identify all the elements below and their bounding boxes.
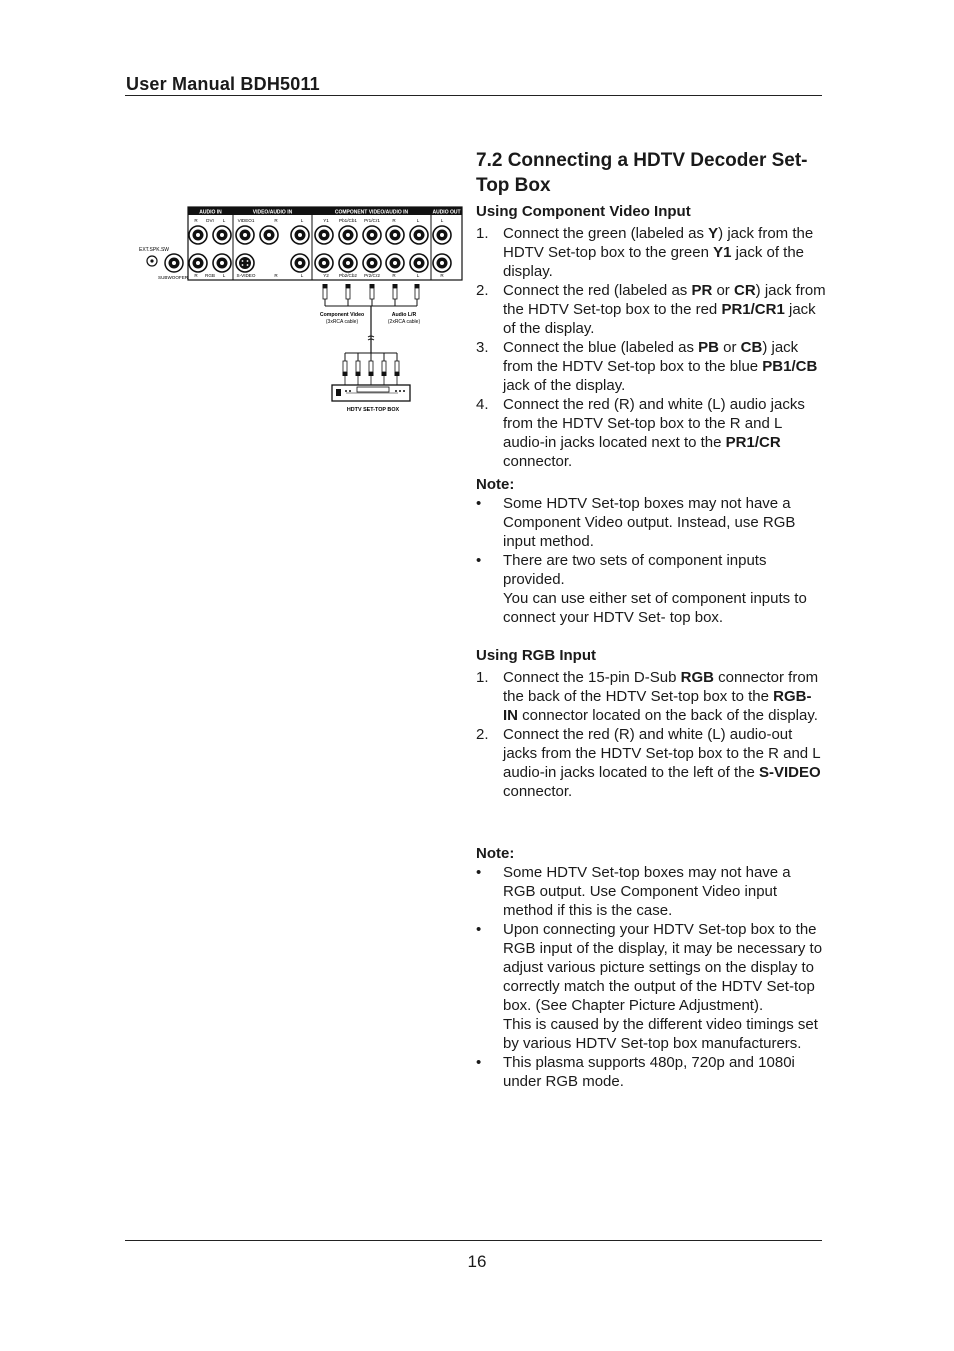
svideo-pin [242,260,244,262]
bold-term: CB [740,339,763,356]
step-text: jack of the display. [503,301,816,337]
bold-term: Y1 [713,244,732,261]
group-label-video-audio-in: VIDEO/AUDIO IN [252,209,293,216]
bottom-jack-label: R [194,273,198,278]
component-note-label: Note: [476,476,515,493]
step-item [476,725,826,801]
note-item [476,920,826,1015]
bottom-jack-label: L [300,273,304,278]
top-jack-label: Pb1/Cb1 [339,218,357,223]
rca-jack-center [440,233,444,237]
plug-body [343,361,347,372]
top-jack-label: DVI [206,218,214,223]
plug-tip [395,372,400,376]
svideo-pin [247,260,249,262]
rca-jack-center [322,261,326,265]
rgb-heading: Using RGB Input [476,647,596,664]
note-text: Some HDTV Set-top boxes may not have a Component Video output. Instead, use RGB input method. [503,495,796,550]
plug-tip [393,284,398,288]
step-item [476,395,826,471]
rca-jack-center [346,261,350,265]
bullet: • [476,1054,482,1071]
rca-jack-center [322,233,326,237]
bold-term: PB1/CB [762,358,818,375]
step-number: 4. [476,396,489,413]
set-top-box-label: HDTV SET-TOP BOX [346,407,400,413]
top-jack-label: R [392,218,396,223]
svideo-pin [247,264,249,266]
step-item [476,281,826,338]
cable-label-audio-2: (2xRCA cable) [387,319,421,325]
footer-rule [125,1240,822,1241]
top-jack-label: R [274,218,278,223]
set-top-plugs [343,353,400,385]
bold-term: RGB [680,669,714,686]
step-text: Connect the green (labeled as [503,225,709,242]
plug-tip [369,372,374,376]
step-number: 1. [476,225,489,242]
ext-speaker-label: EXT.SPK.SW [139,247,170,253]
plug-body [323,288,327,299]
running-header: User Manual BDH5011 [126,74,320,94]
bold-term: PR1/CR [725,434,781,451]
plug-tip [415,284,420,288]
note-item [476,1015,826,1053]
step-item [476,224,826,281]
plug-body [356,361,360,372]
step-text: or [718,339,741,356]
step-text: Connect the 15-pin D-Sub [503,669,681,686]
rca-jack-center [220,233,224,237]
rca-jack-center [196,233,200,237]
cable-label-video-1: Component Video [319,312,365,318]
bold-term: CR [733,282,756,299]
rca-jack-center [346,233,350,237]
bottom-jack-label: RGB [205,273,215,278]
rca-jack-center [440,261,444,265]
bold-term: S-VIDEO [759,764,821,781]
plug-tip [356,372,361,376]
note-item [476,1053,826,1091]
bottom-jack-label: Pb2/Cb2 [339,273,357,278]
rca-jack-center [370,261,374,265]
cable-label-video-2: (3xRCA cable) [325,319,359,325]
step-text: Connect the red (labeled as [503,282,692,299]
bold-term: PB [698,339,719,356]
top-jack-label: L [440,218,444,223]
bottom-jack-label: L [222,273,226,278]
hdtv-set-top-box [332,385,410,413]
note-item [476,863,826,920]
rgb-notes [476,863,826,1091]
component-notes [476,494,826,627]
component-steps [476,224,826,471]
rca-jack-center [298,261,302,265]
step-item [476,338,826,395]
text-column [476,148,826,1091]
group-label-audio-out: AUDIO OUT [432,209,461,216]
top-jack-label: R [194,218,198,223]
rca-jack-center [243,233,247,237]
step-number: 1. [476,669,489,686]
plug-body [346,288,350,299]
note-text: This plasma supports 480p, 720p and 1080i under RGB mode. [503,1054,795,1090]
step-text: ) jack from the HDTV Set-top box to the red [503,282,826,318]
plug-body [395,361,399,372]
connection-diagram [136,203,466,418]
group-label-audio-in: AUDIO IN [199,209,222,216]
component-heading: Using Component Video Input [476,203,691,220]
step-number: 2. [476,282,489,299]
top-jack-label: L [416,218,420,223]
subwoofer-label: SUBWOOFER [158,275,189,280]
plug-tip [343,372,348,376]
rca-jack-center [417,233,421,237]
bold-term: Y [708,225,719,242]
top-jack-label: L [300,218,304,223]
group-label-component: COMPONENT VIDEO/AUDIO IN [334,209,409,216]
note-item [476,589,826,627]
top-jack-label: Y1 [323,218,329,223]
step-text: Connect the red (R) and white (L) audio jacks from the HDTV Set-top box to the R and L audio-in jacks located next to the [503,396,805,451]
plug-tip [382,372,387,376]
step-text: ) jack from the HDTV Set-top box to the blue [503,339,799,375]
rca-plugs [323,284,420,306]
plug-body [370,288,374,299]
bottom-jack-label: S-VIDEO [236,273,256,278]
rca-jack-center [220,261,224,265]
rca-jack-center [196,261,200,265]
top-jack-label: L [222,218,226,223]
note-text: Some HDTV Set-top boxes may not have a RGB output. Use Component Video input method if this is the case. [503,864,791,919]
note-item [476,494,826,551]
bullet: • [476,864,482,881]
bold-term: PR1/CR1 [721,301,785,318]
step-text: connector. [503,783,573,800]
step-item [476,668,826,725]
bottom-jack-label: L [416,273,420,278]
plug-tip [346,284,351,288]
step-text: connector. [503,453,573,470]
plug-tip [323,284,328,288]
step-text: jack of the display. [503,377,626,394]
plug-body [382,361,386,372]
ext-speaker-jack [139,247,189,280]
cable-label-audio-1: Audio L/R [391,312,417,318]
step-number: 3. [476,339,489,356]
step-number: 2. [476,726,489,743]
bottom-jack-label: R [440,273,444,278]
rgb-note-label: Note: [476,845,515,862]
header-rule [125,95,822,96]
top-jack-label: VIDEO1 [237,218,255,223]
step-text: ) jack from the HDTV Set-top box to the green [503,225,814,261]
rca-jack-center [298,233,302,237]
cable-bundle [320,306,421,353]
bottom-jack-label: Y2 [323,273,329,278]
plug-body [393,288,397,299]
plug-body [369,361,373,372]
bullet: • [476,552,482,569]
step-text: jack of the display. [503,244,805,280]
page-number: 16 [467,1252,487,1271]
rgb-steps [476,668,826,801]
note-text: Upon connecting your HDTV Set-top box to the RGB input of the display, it may be necessary to adjust various picture settings on the display to correctly match the output of the HDTV Set-top box. (See Chapter Picture Adjustment). [503,921,823,1014]
bottom-jack-label: R [274,273,278,278]
note-item [476,551,826,589]
rca-jack-center [370,233,374,237]
note-text: You can use either set of component inputs to connect your HDTV Set- top box. [503,590,807,626]
plug-tip [370,284,375,288]
rca-jack-center [393,233,397,237]
bold-term: RGB-IN [503,688,812,724]
rca-jack-center [267,233,271,237]
step-text: Connect the red (R) and white (L) audio-out jacks from the HDTV Set-top box to the R and L audio-in jacks located to the left of the [503,726,821,781]
bold-term: PR [691,282,713,299]
note-text: This is caused by the different video timings set by various HDTV Set-top box manufacturers. [503,1016,818,1052]
display-panel [188,207,462,280]
rca-jack-center [417,261,421,265]
top-jack-label: Pr1/Cr1 [364,218,380,223]
note-text: There are two sets of component inputs provided. [503,552,767,588]
bullet: • [476,495,482,512]
svideo-pin [242,264,244,266]
bottom-jack-label: R [392,273,396,278]
bottom-jack-label: Pr2/Cr2 [364,273,380,278]
rca-jack-center [393,261,397,265]
step-text: or [712,282,734,299]
bullet: • [476,921,482,938]
svideo-jack-body [239,257,251,269]
section-title: 7.2 Connecting a HDTV Decoder Set-Top Box [476,150,808,196]
step-text: connector from the back of the HDTV Set-top box to the [503,669,819,705]
plug-body [415,288,419,299]
step-text: connector located on the back of the display. [518,707,818,724]
step-text: Connect the blue (labeled as [503,339,699,356]
